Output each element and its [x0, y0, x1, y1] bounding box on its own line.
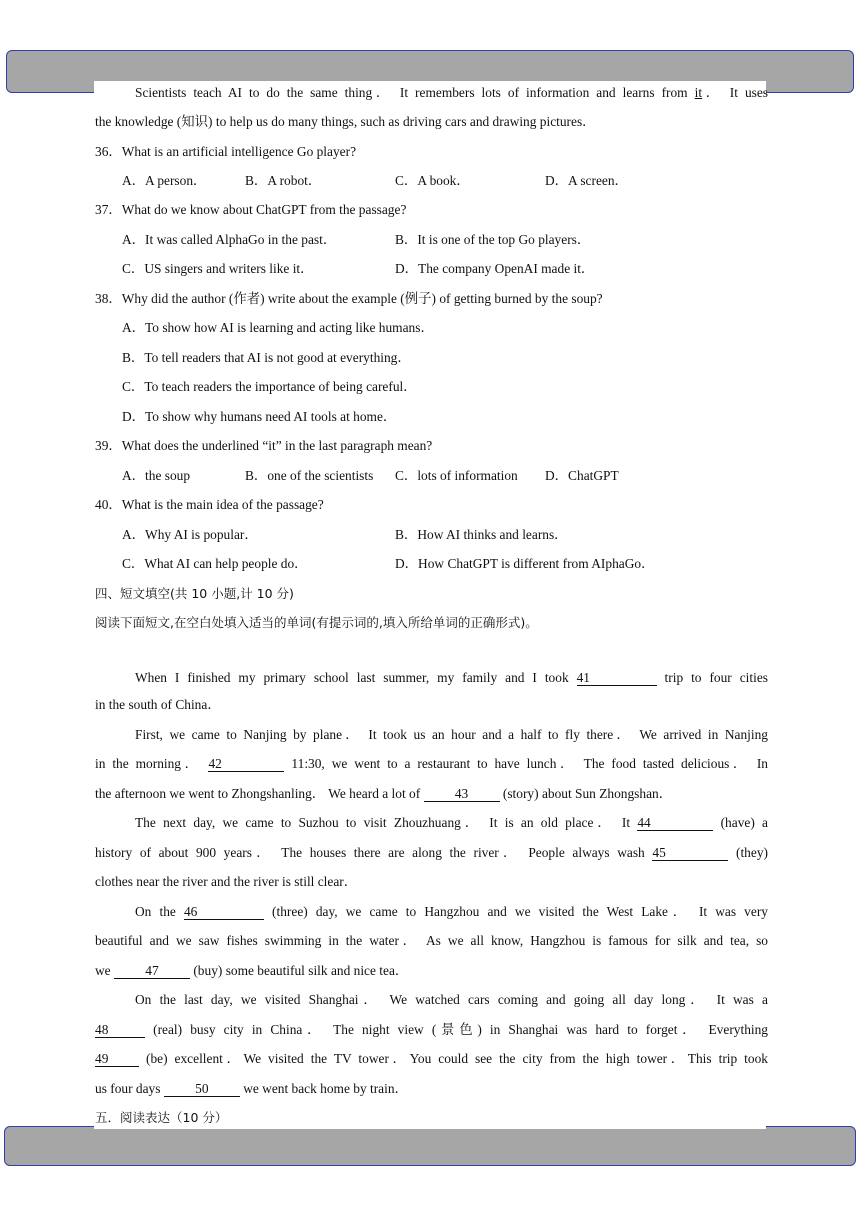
cloze-line: the afternoon we went to Zhongshanling． We heard a lot of 43 (story) about Sun Zhongshan． — [95, 786, 673, 801]
blank-46[interactable]: 46 — [184, 905, 264, 920]
blank-45[interactable]: 45 — [652, 846, 728, 861]
q38-option-a: A．To show how AI is learning and acting like humans． — [122, 320, 434, 335]
cloze-line: beautiful and we saw fishes swimming in the water． As we all know, Hangzhou is famous for silk and tea, so — [95, 933, 768, 948]
question-39-stem: 39．What does the underlined “it” in the last paragraph mean? — [95, 438, 433, 453]
cloze-line: in the morning． 42 11:30, we went to a restaurant to have lunch． The food tasted delicious． In — [95, 756, 768, 771]
question-38-stem: 38．Why did the author (作者) write about the example (例子) of getting burned by the soup? — [95, 291, 603, 306]
question-40-stem: 40．What is the main idea of the passage? — [95, 497, 324, 512]
page-bottom-edge — [94, 1126, 766, 1129]
q36-option-a: A．A person． — [122, 173, 207, 188]
section-5-title: 五．阅读表达（10 分） — [95, 1110, 228, 1125]
q37-option-a: A．It was called AlphaGo in the past． — [122, 232, 337, 247]
blank-48[interactable]: 48 — [95, 1023, 145, 1038]
q39-option-c: C．lots of information — [395, 468, 518, 483]
q37-option-d: D．The company OpenAI made it． — [395, 261, 595, 276]
section-4-title: 四、短文填空(共 10 小题,计 10 分) — [95, 586, 294, 601]
passage-line: Scientists teach AI to do the same thing． It remembers lots of information and learns from it． It uses — [135, 85, 768, 100]
blank-50[interactable]: 50 — [164, 1082, 240, 1097]
cloze-line: us four days 50 we went back home by train． — [95, 1081, 408, 1096]
blank-49[interactable]: 49 — [95, 1052, 139, 1067]
blank-43[interactable]: 43 — [424, 787, 500, 802]
cloze-line: we 47 (buy) some beautiful silk and nice tea． — [95, 963, 409, 978]
cloze-line: The next day, we came to Suzhou to visit Zhouzhuang． It is an old place． It 44 (have) a — [135, 815, 768, 830]
underlined-it: it — [694, 85, 703, 100]
blank-42[interactable]: 42 — [208, 757, 284, 772]
cloze-line: 48 (real) busy city in China． The night view (景色) in Shanghai was hard to forget． Everything — [95, 1022, 768, 1037]
q37-option-b: B．It is one of the top Go players． — [395, 232, 591, 247]
question-36-stem: 36．What is an artificial intelligence Go player? — [95, 144, 357, 159]
blank-47[interactable]: 47 — [114, 964, 190, 979]
cloze-line: history of about 900 years． The houses there are along the river． People always wash 45 (they) — [95, 845, 768, 860]
q39-option-b: B．one of the scientists — [245, 468, 374, 483]
q36-option-d: D．A screen． — [545, 173, 628, 188]
passage-line: the knowledge (知识) to help us do many things, such as driving cars and drawing pictures． — [95, 114, 596, 129]
section-4-instruction: 阅读下面短文,在空白处填入适当的单词(有提示词的,填入所给单词的正确形式)。 — [95, 615, 538, 630]
cloze-line: 49 (be) excellent．We visited the TV tower．You could see the city from the high tower．This trip took — [95, 1051, 768, 1066]
q36-option-b: B．A robot． — [245, 173, 322, 188]
question-37-stem: 37．What do we know about ChatGPT from the passage? — [95, 202, 407, 217]
q40-option-d: D．How ChatGPT is different from AIphaGo． — [395, 556, 655, 571]
q40-option-b: B．How AI thinks and learns． — [395, 527, 568, 542]
q40-option-a: A．Why AI is popular． — [122, 527, 258, 542]
q39-option-d: D．ChatGPT — [545, 468, 619, 483]
q38-option-c: C．To teach readers the importance of being careful． — [122, 379, 417, 394]
q38-option-b: B．To tell readers that AI is not good at everything． — [122, 350, 411, 365]
cloze-line: On the 46 (three) day, we came to Hangzhou and we visited the West Lake． It was very — [135, 904, 768, 919]
cloze-line: First, we came to Nanjing by plane． It took us an hour and a half to fly there． We arrived in Nanjing — [135, 727, 768, 742]
cloze-line: clothes near the river and the river is still clear． — [95, 874, 358, 889]
q39-option-a: A．the soup — [122, 468, 191, 483]
footer-band — [4, 1126, 856, 1166]
q38-option-d: D．To show why humans need AI tools at home． — [122, 409, 397, 424]
cloze-line: When I finished my primary school last summer, my family and I took 41 trip to four cities — [135, 670, 768, 685]
blank-41[interactable]: 41 — [577, 671, 657, 686]
cloze-line: in the south of China． — [95, 697, 221, 712]
q37-option-c: C．US singers and writers like it． — [122, 261, 314, 276]
blank-44[interactable]: 44 — [637, 816, 713, 831]
q36-option-c: C．A book． — [395, 173, 470, 188]
cloze-line: On the last day, we visited Shanghai． We watched cars coming and going all day long． It was a — [135, 992, 768, 1007]
q40-option-c: C．What AI can help people do． — [122, 556, 308, 571]
